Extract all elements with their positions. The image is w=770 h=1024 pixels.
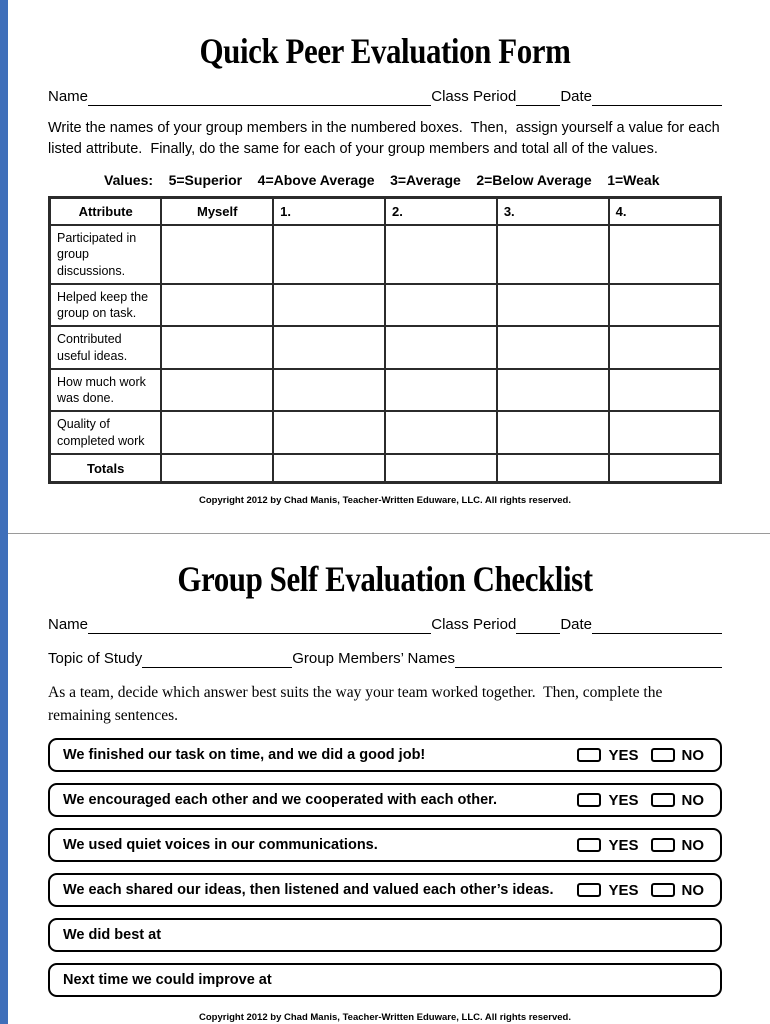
- yes-checkbox[interactable]: [577, 793, 601, 807]
- attribute-label: Contributed useful ideas.: [50, 326, 162, 369]
- score-cell[interactable]: [161, 284, 273, 327]
- peer-name-line: [48, 88, 722, 106]
- score-cell[interactable]: [497, 225, 609, 284]
- table-row: [50, 225, 721, 284]
- yes-no-group: [577, 837, 704, 854]
- header-member-2: 2.: [385, 198, 497, 226]
- attribute-label: How much work was done.: [50, 369, 162, 412]
- members-label: Group Members’ Names: [292, 650, 456, 668]
- yes-label: YES: [608, 791, 639, 809]
- totals-row: [50, 454, 721, 483]
- score-cell[interactable]: [497, 369, 609, 412]
- members-blank[interactable]: [455, 651, 722, 668]
- no-label: NO: [681, 836, 704, 854]
- checklist-item: [48, 873, 722, 907]
- yes-checkbox[interactable]: [577, 838, 601, 852]
- score-cell[interactable]: [385, 284, 497, 327]
- total-cell[interactable]: [273, 454, 385, 483]
- score-cell[interactable]: [609, 225, 721, 284]
- no-checkbox[interactable]: [651, 883, 675, 897]
- score-cell[interactable]: [161, 369, 273, 412]
- no-checkbox[interactable]: [651, 793, 675, 807]
- score-cell[interactable]: [385, 411, 497, 454]
- header-member-3: 3.: [497, 198, 609, 226]
- checklist-item-text: We each shared our ideas, then listened and valued each other’s ideas.: [63, 882, 554, 899]
- score-cell[interactable]: [609, 284, 721, 327]
- date-label: Date: [560, 616, 592, 634]
- total-cell[interactable]: [497, 454, 609, 483]
- yes-no-group: [577, 882, 704, 899]
- score-cell[interactable]: [273, 369, 385, 412]
- score-cell[interactable]: [385, 326, 497, 369]
- score-cell[interactable]: [609, 411, 721, 454]
- attribute-label: Helped keep the group on task.: [50, 284, 162, 327]
- checklist-item: [48, 963, 722, 997]
- header-myself: Myself: [161, 198, 273, 226]
- checklist-item-text: Next time we could improve at: [63, 972, 272, 989]
- yes-label: YES: [608, 881, 639, 899]
- class-period-blank[interactable]: [516, 89, 560, 106]
- no-checkbox[interactable]: [651, 748, 675, 762]
- table-row: [50, 284, 721, 327]
- peer-copyright: Copyright 2012 by Chad Manis, Teacher-Written Eduware, LLC. All rights reserved.: [199, 495, 571, 507]
- total-cell[interactable]: [609, 454, 721, 483]
- yes-no-group: [577, 747, 704, 764]
- yes-label: YES: [608, 746, 639, 764]
- score-cell[interactable]: [609, 369, 721, 412]
- score-cell[interactable]: [273, 225, 385, 284]
- no-label: NO: [681, 746, 704, 764]
- yes-label: YES: [608, 836, 639, 854]
- yes-checkbox[interactable]: [577, 883, 601, 897]
- table-header-row: [50, 198, 721, 226]
- score-cell[interactable]: [273, 284, 385, 327]
- no-label: NO: [681, 881, 704, 899]
- topic-line: [48, 650, 722, 668]
- total-cell[interactable]: [161, 454, 273, 483]
- score-cell[interactable]: [385, 225, 497, 284]
- topic-label: Topic of Study: [48, 650, 143, 668]
- checklist-item-text: We did best at: [63, 927, 162, 944]
- score-cell[interactable]: [497, 411, 609, 454]
- score-cell[interactable]: [161, 225, 273, 284]
- checklist-item: [48, 918, 722, 952]
- header-member-1: 1.: [273, 198, 385, 226]
- score-cell[interactable]: [273, 411, 385, 454]
- checklist-item: [48, 783, 722, 817]
- values-legend: Values: 5=Superior 4=Above Average 3=Average 2=Below Average 1=Weak: [104, 172, 660, 189]
- checklist-item: [48, 828, 722, 862]
- attribute-label: Quality of completed work: [50, 411, 162, 454]
- table-row: [50, 326, 721, 369]
- peer-form-title: Quick Peer Evaluation Form: [199, 31, 571, 71]
- name-label: Name: [48, 616, 89, 634]
- table-row: [50, 411, 721, 454]
- score-cell[interactable]: [385, 369, 497, 412]
- name-blank[interactable]: [88, 89, 431, 106]
- peer-instructions: Write the names of your group members in the numbered boxes. Then, assign yourself a value for each listed attribute. Finally, do the same for each of your group members and total all of the values.: [48, 120, 724, 158]
- class-period-label: Class Period: [431, 616, 517, 634]
- score-cell[interactable]: [161, 326, 273, 369]
- class-period-blank[interactable]: [516, 617, 560, 634]
- name-label: Name: [48, 88, 89, 105]
- attribute-label: Participated in group discussions.: [50, 225, 162, 284]
- checklist-item-text: We used quiet voices in our communications.: [63, 837, 378, 854]
- header-attribute: Attribute: [50, 198, 162, 226]
- total-cell[interactable]: [385, 454, 497, 483]
- topic-blank[interactable]: [142, 651, 292, 668]
- date-label: Date: [560, 88, 592, 105]
- no-checkbox[interactable]: [651, 838, 675, 852]
- score-cell[interactable]: [273, 326, 385, 369]
- checklist-item: [48, 738, 722, 772]
- yes-checkbox[interactable]: [577, 748, 601, 762]
- checklist-item-text: We encouraged each other and we cooperated with each other.: [63, 792, 498, 809]
- class-period-label: Class Period: [431, 88, 517, 105]
- checklist-instructions: As a team, decide which answer best suits the way your team worked together. Then, complete the remaining sentences.: [48, 684, 667, 724]
- table-row: [50, 369, 721, 412]
- score-cell[interactable]: [497, 284, 609, 327]
- name-blank[interactable]: [88, 617, 431, 634]
- yes-no-group: [577, 792, 704, 809]
- date-blank[interactable]: [592, 617, 722, 634]
- date-blank[interactable]: [592, 89, 722, 106]
- header-member-4: 4.: [609, 198, 721, 226]
- left-edge-bar: [0, 0, 8, 1024]
- score-cell[interactable]: [497, 326, 609, 369]
- checklist-title: Group Self Evaluation Checklist: [177, 559, 593, 600]
- checklist-copyright: Copyright 2012 by Chad Manis, Teacher-Written Eduware, LLC. All rights reserved.: [199, 1012, 571, 1024]
- evaluation-table: [48, 196, 722, 484]
- checklist-name-line: [48, 616, 722, 634]
- score-cell[interactable]: [609, 326, 721, 369]
- totals-label: Totals: [50, 454, 162, 483]
- checklist-item-text: We finished our task on time, and we did a good job!: [63, 747, 426, 764]
- no-label: NO: [681, 791, 704, 809]
- score-cell[interactable]: [161, 411, 273, 454]
